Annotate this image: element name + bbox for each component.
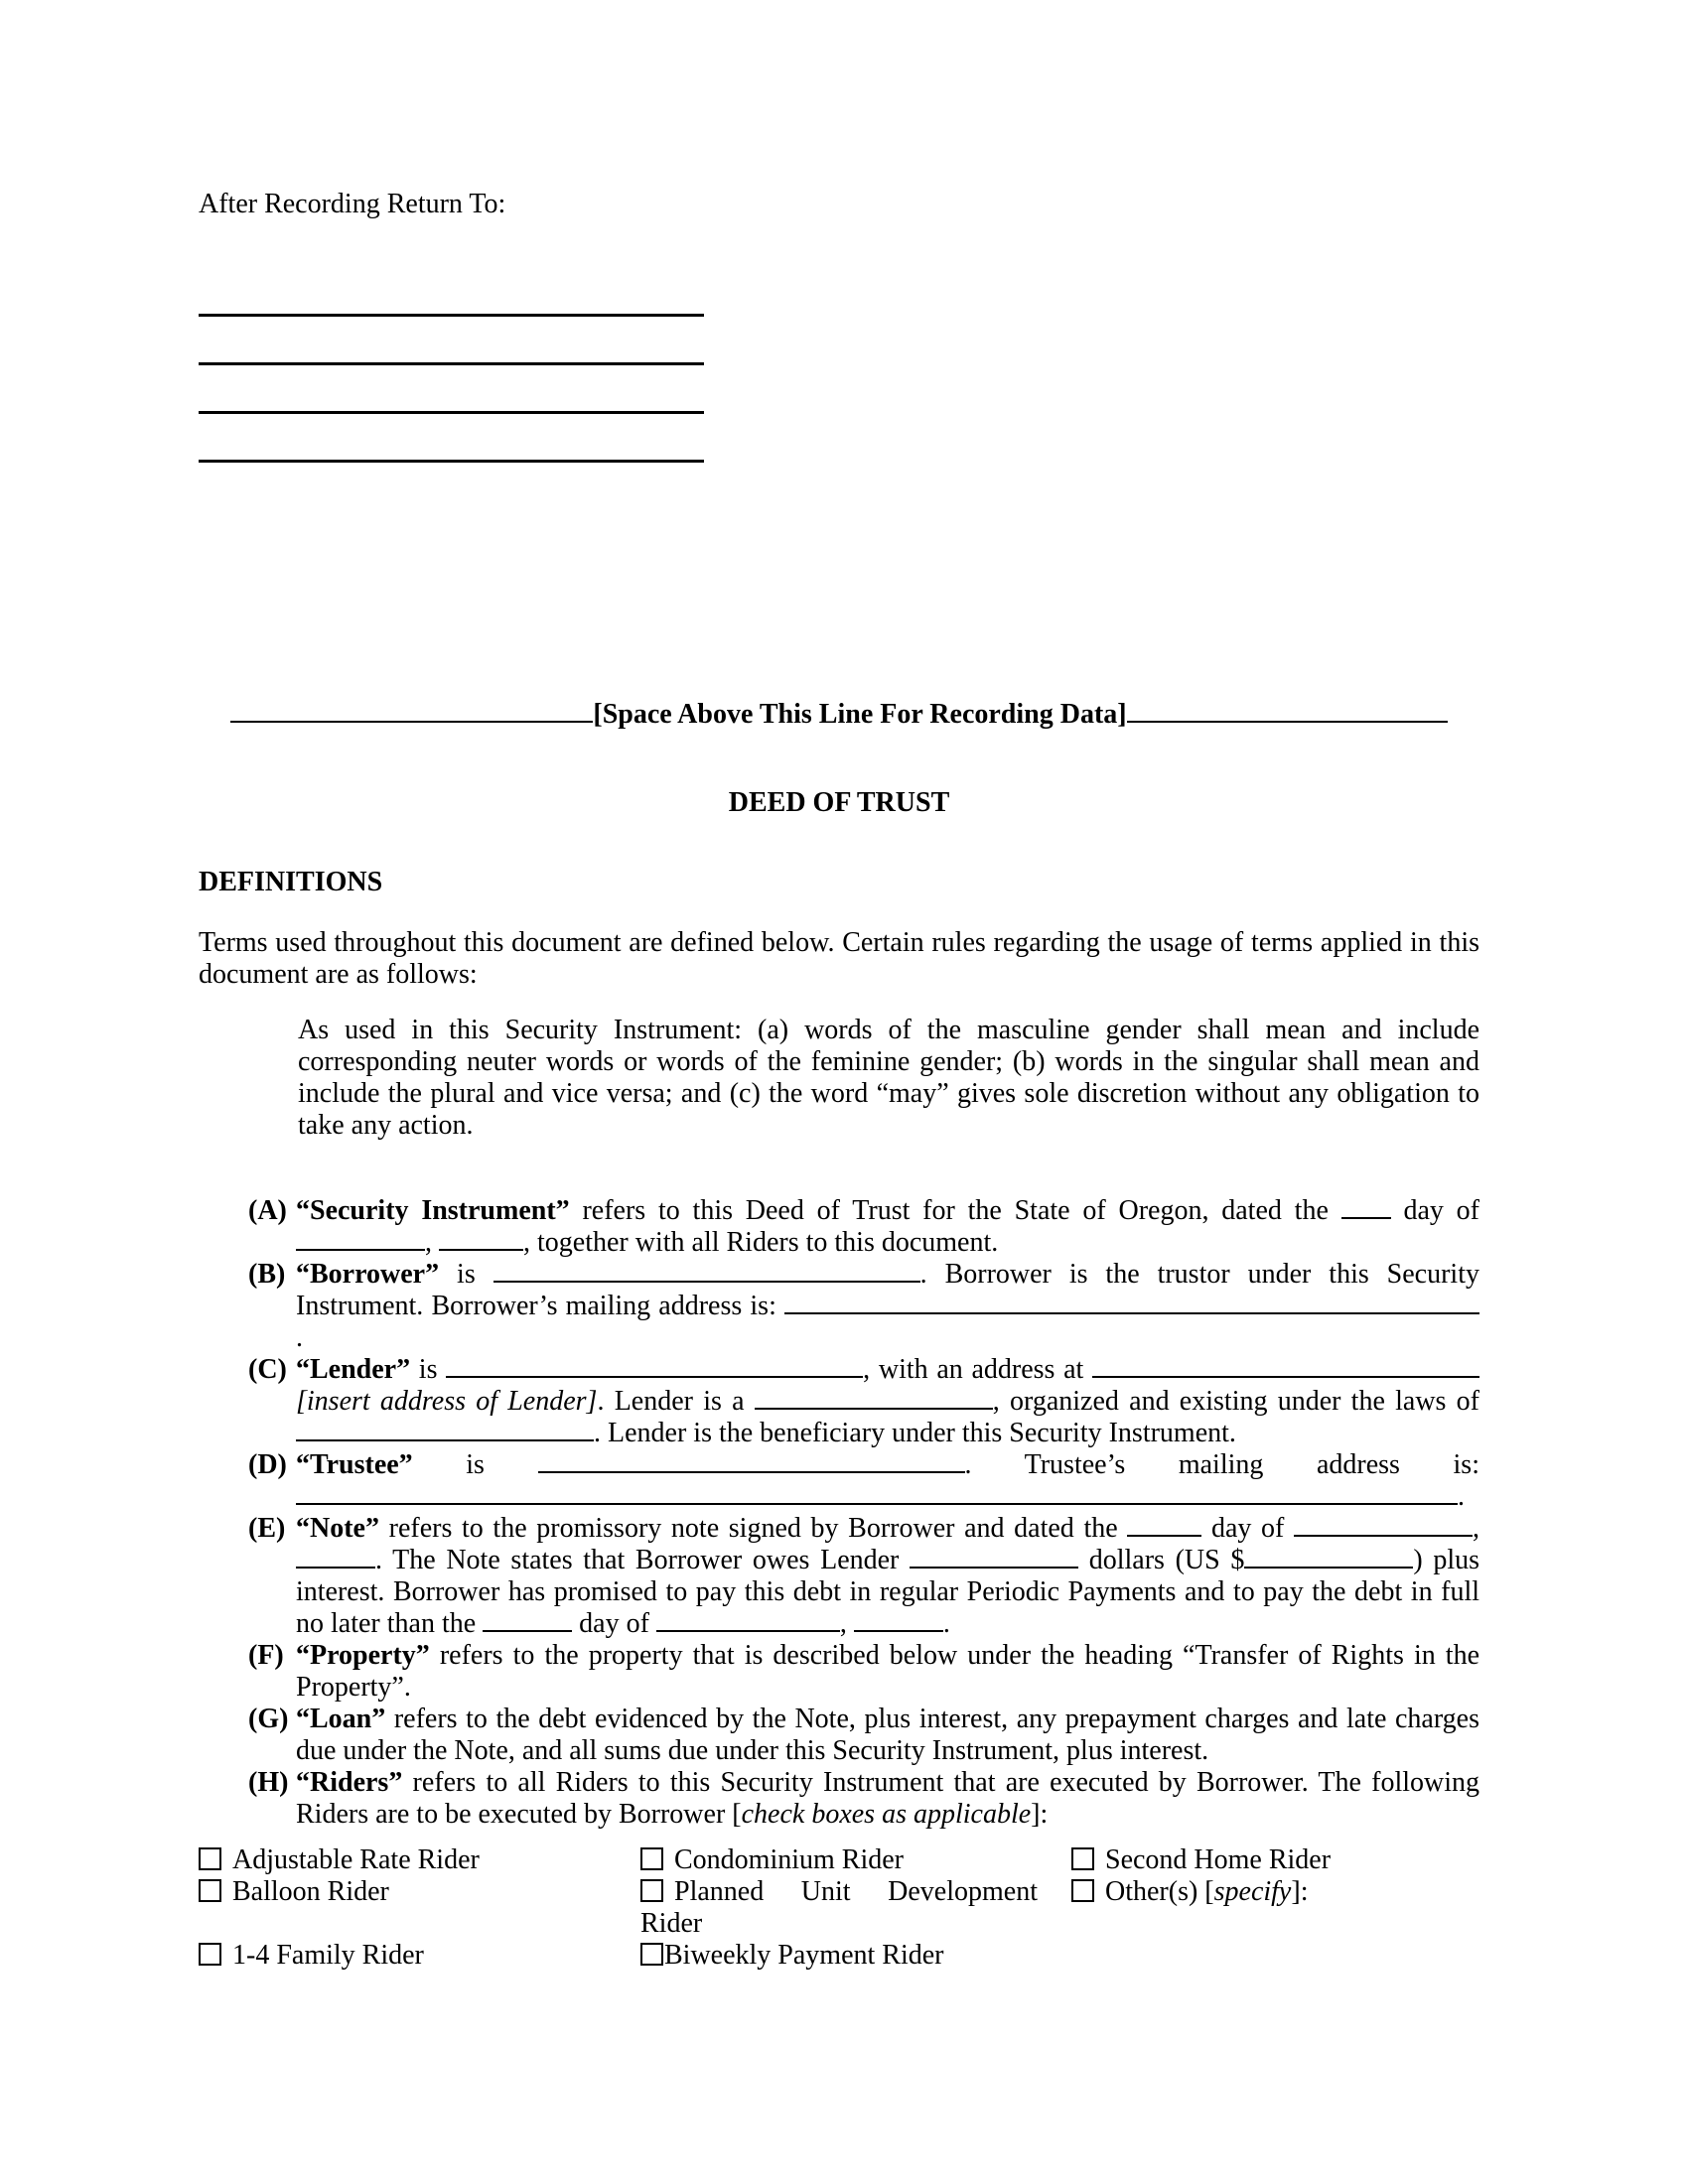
blank-field [439,1247,523,1251]
text-run: [insert address of Lender] [296,1386,598,1417]
text-run: “Note” [296,1513,379,1544]
address-blank-line [199,314,704,317]
checkbox-icon[interactable] [640,1879,663,1902]
blank-field [1127,1533,1201,1537]
rider-item [1071,1844,1479,1876]
text-run: “Lender” [296,1354,411,1385]
text-run: is [412,1449,538,1480]
rider-item [199,1844,640,1876]
text-run: “Security Instrument” [296,1195,570,1226]
text-run: refers to all Riders to this Security Instrument that are executed by Borrower. The following Riders are to be executed by Borrower [ [296,1767,1479,1830]
recording-divider [199,699,1479,731]
usage-paragraph: As used in this Security Instrument: (a) words of the masculine gender shall mean and include corresponding neuter words or words of the feminine gender; (b) words in the singular shall mean and include the plural and vice versa; and (c) the word “may” gives sole discretion without any obligation to take any action. [298,1015,1479,1141]
blank-field [1294,1533,1473,1537]
text-run: , [1473,1513,1479,1544]
text-run: check boxes as applicable [741,1799,1032,1830]
definition-label: (F) [248,1640,284,1671]
rider-label [232,1844,480,1875]
text-run: , with an address at [863,1354,1092,1385]
checkbox-icon[interactable] [640,1847,663,1870]
blank-field [1341,1215,1391,1219]
riders-checkbox-grid [199,1844,1479,1972]
text-run: refers to the promissory note signed by Borrower and dated the [378,1513,1128,1544]
recording-divider-label: [Space Above This Line For Recording Data] [593,699,1127,730]
address-blank-line [199,411,704,414]
rider-label [674,1844,904,1875]
blank-field [296,1247,425,1251]
blank-field [538,1469,965,1473]
definition-label: (C) [248,1354,287,1385]
definition-item-e [199,1513,1479,1640]
blank-field [910,1565,1078,1569]
blank-field [656,1628,840,1632]
rider-label [232,1940,424,1971]
rider-label [232,1876,389,1907]
text-run: refers to the property that is described below under the heading “Transfer of Rights in the Property”. [296,1640,1479,1703]
text-run: Condominium Rider [674,1844,904,1875]
definition-label: (G) [248,1704,289,1734]
text-run: is [439,1259,493,1290]
text-run: “Riders” [296,1767,403,1798]
rider-empty-cell [1071,1940,1479,1972]
definition-item-h [199,1767,1479,1831]
text-run: , [839,1608,854,1639]
text-run: ) plus interest. Borrower has promised to pay this debt in regular Periodic Payments and to pay the debt in full no later than the [296,1545,1480,1639]
text-run: dollars (US $ [1078,1545,1245,1575]
rider-item [1071,1876,1479,1940]
text-run: . [1458,1481,1465,1512]
definition-item-g [199,1704,1479,1767]
checkbox-icon[interactable] [199,1943,221,1966]
checkbox-icon[interactable] [199,1879,221,1902]
blank-field [1092,1374,1479,1378]
rider-label [1105,1844,1331,1875]
text-run: , [425,1227,439,1258]
checkbox-icon[interactable] [1071,1847,1094,1870]
document-title: DEED OF TRUST [728,787,950,818]
text-run: . Lender is a [597,1386,755,1417]
text-run: “Property” [296,1640,430,1671]
definition-label: (B) [248,1259,286,1290]
definition-label: (A) [248,1195,287,1226]
text-run: ]: [1031,1799,1049,1830]
address-blank-line [199,362,704,365]
text-run: . Lender is the beneficiary under this Security Instrument. [594,1418,1236,1448]
definition-label: (D) [248,1449,287,1480]
definition-label: (H) [248,1767,289,1798]
blank-field [483,1628,572,1632]
text-run: “Borrower” [296,1259,440,1290]
text-run: day of [572,1608,656,1639]
text-run: specify [1213,1876,1292,1907]
definitions-list [199,1195,1479,1831]
blank-field [755,1406,993,1410]
definition-item-d [199,1449,1479,1513]
after-recording-label: After Recording Return To: [199,189,506,219]
text-run: Balloon Rider [232,1876,389,1907]
blank-field [296,1565,375,1569]
text-run: . Borrower is the trustor under this Security Instrument. Borrower’s mailing address is: [296,1259,1479,1321]
text-run: , together with all Riders to this document. [523,1227,999,1258]
rider-item [199,1876,640,1940]
address-blank-line [199,460,704,463]
blank-field [1244,1565,1413,1569]
text-run: Second Home Rider [1105,1844,1332,1875]
text-run: . The Note states that Borrower owes Lender [375,1545,911,1575]
intro-paragraph: Terms used throughout this document are defined below. Certain rules regarding the usage of terms applied in this document are as follows: [199,927,1479,990]
text-run: refers to this Deed of Trust for the State of Oregon, dated the [569,1195,1341,1226]
divider-left-rule [230,719,593,723]
definition-item-a [199,1195,1479,1259]
definition-label: (E) [248,1513,286,1544]
rider-item [199,1940,640,1972]
text-run: . [296,1322,303,1353]
text-run: . Trustee’s mailing address is: [964,1449,1479,1480]
text-run: Other(s) [ [1105,1876,1214,1907]
definition-item-f [199,1640,1479,1704]
text-run: ]: [1291,1876,1309,1907]
checkbox-icon[interactable] [199,1847,221,1870]
rider-item [640,1940,1071,1972]
definitions-heading: DEFINITIONS [199,867,383,897]
rider-label [664,1940,944,1971]
blank-field [493,1279,920,1283]
text-run: . [942,1608,950,1639]
blank-field [296,1437,594,1441]
text-run: Biweekly Payment Rider [664,1940,944,1971]
rider-item [640,1876,1071,1940]
blank-field [784,1310,1479,1314]
checkbox-icon[interactable] [640,1943,663,1966]
text-run: refers to the debt evidenced by the Note, plus interest, any prepayment charges and late charges due under the Note, and all sums due under this Security Instrument, plus interest. [296,1704,1479,1766]
definition-item-c [199,1354,1479,1449]
rider-item [640,1844,1071,1876]
blank-field [854,1628,943,1632]
text-run: “Loan” [296,1704,386,1734]
checkbox-icon[interactable] [1071,1879,1094,1902]
text-run: day of [1201,1513,1294,1544]
text-run: is [410,1354,447,1385]
address-blank-lines [199,314,1479,463]
rider-label [640,1876,1038,1939]
rider-label [1105,1876,1308,1907]
text-run: Adjustable Rate Rider [232,1844,480,1875]
blank-field [296,1501,1458,1505]
text-run: 1-4 Family Rider [232,1940,424,1971]
blank-field [446,1374,863,1378]
text-run: “Trustee” [296,1449,413,1480]
text-run: Planned Unit Development Rider [640,1876,1038,1939]
text-run: day of [1390,1195,1480,1226]
text-run: , organized and existing under the laws of [992,1386,1480,1417]
definition-item-b [199,1259,1479,1354]
divider-right-rule [1127,719,1448,723]
